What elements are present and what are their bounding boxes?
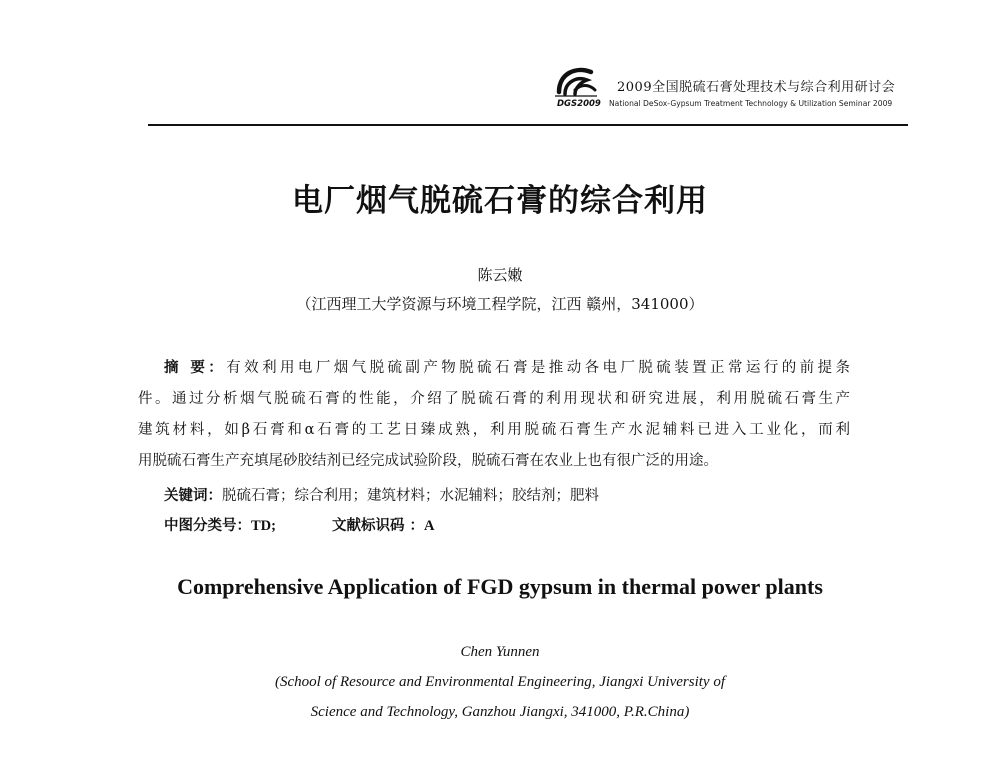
doc-code-label: 文献标识码 ： bbox=[331, 517, 425, 534]
doc-code-value: A bbox=[424, 518, 435, 534]
affiliation-en-line1: (School of Resource and Environmental Engineering, Jiangxi University of bbox=[274, 674, 726, 690]
abstract-cn bbox=[138, 352, 850, 477]
paper-title-en: Comprehensive Application of FGD gypsum in thermal power plants bbox=[177, 574, 823, 599]
keywords-label: 关键词： bbox=[164, 487, 222, 504]
abstract-line: 用脱硫石膏生产充填尾砂胶结剂已经完成试验阶段，脱硫石膏在农业上也有很广泛的用途。 bbox=[138, 453, 718, 469]
abstract-label: 摘 要： bbox=[164, 359, 227, 376]
header-divider bbox=[148, 124, 908, 126]
abstract-text: 有效利用电厂烟气脱硫副产物脱硫石膏是推动各电厂脱硫装置正常运行的前提条 bbox=[226, 360, 850, 376]
conference-title-cn: 2009全国脱硫石膏处理技术与综合利用研讨会 bbox=[617, 80, 896, 95]
classification-line bbox=[164, 514, 435, 535]
keywords-text: 脱硫石膏；综合利用；建筑材料；水泥辅料；胶结剂；肥料 bbox=[222, 488, 599, 504]
clc-label: 中图分类号： bbox=[164, 517, 251, 534]
author-cn: 陈云嫩 bbox=[477, 266, 523, 284]
abstract-line: 件。通过分析烟气脱硫石膏的性能，介绍了脱硫石膏的利用现状和研究进展，利用脱硫石膏生产 bbox=[138, 391, 850, 407]
conference-title-en: National DeSox-Gypsum Treatment Technology & Utilization Seminar 2009 bbox=[609, 99, 893, 108]
affiliation-en-line2: Science and Technology, Ganzhou Jiangxi, 341000, P.R.China) bbox=[310, 704, 690, 720]
conference-logo bbox=[545, 60, 605, 110]
logo-text: DGS2009 bbox=[557, 99, 601, 109]
page-header bbox=[0, 0, 1000, 130]
keywords-cn bbox=[164, 484, 599, 505]
abstract-line: 建筑材料，如β石膏和α石膏的工艺日臻成熟，利用脱硫石膏生产水泥辅料已进入工业化，而利 bbox=[138, 422, 850, 438]
clc-value: TD; bbox=[251, 518, 276, 534]
abstract-line bbox=[138, 352, 850, 384]
affiliation-cn: （江西理工大学资源与环境工程学院，江西 赣州，341000） bbox=[296, 295, 704, 313]
paper-title-cn: 电厂烟气脱硫石膏的综合利用 bbox=[292, 183, 708, 219]
author-en: Chen Yunnen bbox=[460, 644, 540, 660]
